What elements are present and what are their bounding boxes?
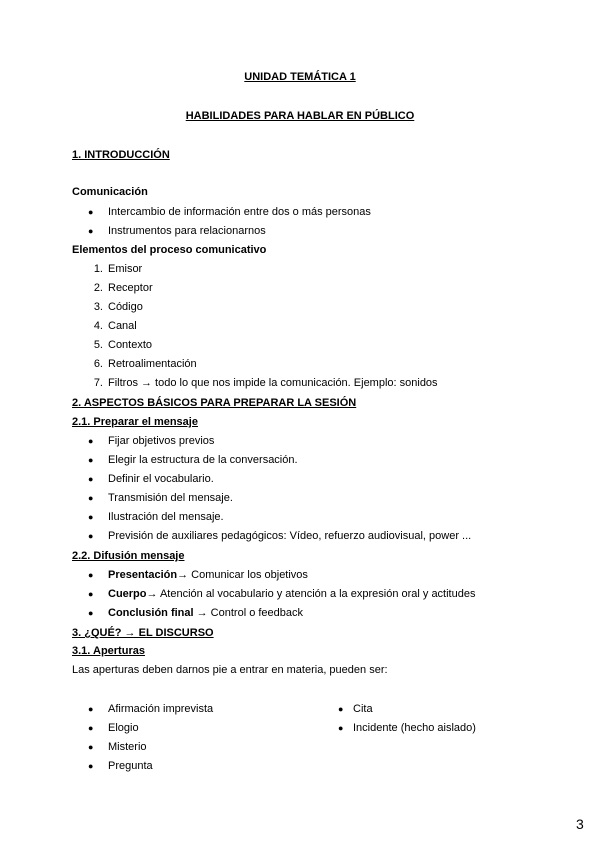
bullet-icon: ● bbox=[88, 493, 94, 503]
topic-title: HABILIDADES PARA HABLAR EN PÚBLICO bbox=[185, 110, 415, 122]
list-item: ● Misterio bbox=[0, 738, 600, 757]
list-item: ● Ilustración del mensaje. bbox=[0, 508, 600, 527]
list-item: ● Fijar objetivos previos bbox=[0, 432, 600, 451]
section2-sub1-heading: 2.1. Preparar el mensaje bbox=[72, 416, 198, 428]
list-item: ● Previsión de auxiliares pedagógicos: Vídeo, refuerzo audiovisual, power ... bbox=[0, 527, 600, 546]
bullet-icon: ● bbox=[88, 512, 94, 522]
bullet-icon: ● bbox=[88, 531, 94, 541]
section2-sub2-heading: 2.2. Difusión mensaje bbox=[72, 550, 185, 562]
list-item: 3. Código bbox=[93, 301, 143, 313]
list-item: ● Instrumentos para relacionarnos bbox=[0, 222, 600, 241]
comunicacion-label: Comunicación bbox=[72, 186, 148, 198]
list-item: ● Elogio bbox=[0, 719, 600, 738]
list-item: ● Presentación→ Comunicar los objetivos bbox=[0, 566, 600, 585]
list-item: ● Incidente (hecho aislado) bbox=[0, 719, 600, 738]
section3-heading: 3. ¿QUÉ? → EL DISCURSO bbox=[72, 627, 214, 639]
bullet-icon: ● bbox=[338, 723, 344, 733]
bullet-icon: ● bbox=[88, 226, 94, 236]
list-item: ● Transmisión del mensaje. bbox=[0, 489, 600, 508]
list-item: ● Cuerpo→ Atención al vocabulario y atención a la expresión oral y actitudes bbox=[0, 585, 600, 604]
list-item: 2. Receptor bbox=[93, 282, 153, 294]
list-item: ● Intercambio de información entre dos o más personas bbox=[0, 203, 600, 222]
bullet-icon: ● bbox=[88, 436, 94, 446]
list-item: ● Elegir la estructura de la conversación. bbox=[0, 451, 600, 470]
bullet-icon: ● bbox=[88, 474, 94, 484]
bullet-icon: ● bbox=[88, 704, 94, 714]
page-number: 3 bbox=[576, 816, 584, 832]
bullet-icon: ● bbox=[88, 608, 94, 618]
list-item: ● Afirmación imprevista bbox=[0, 700, 600, 719]
section3-sub1-heading: 3.1. Aperturas bbox=[72, 645, 145, 657]
list-item: ● Definir el vocabulario. bbox=[0, 470, 600, 489]
bullet-icon: ● bbox=[88, 207, 94, 217]
unit-title: UNIDAD TEMÁTICA 1 bbox=[244, 71, 356, 83]
bullet-icon: ● bbox=[88, 742, 94, 752]
list-item: ● Cita bbox=[0, 700, 600, 719]
list-item: 5. Contexto bbox=[93, 339, 153, 351]
bullet-icon: ● bbox=[88, 761, 94, 771]
section1-heading: 1. INTRODUCCIÓN bbox=[72, 149, 170, 161]
list-item: 7. Filtros → todo lo que nos impide la comunicación. Ejemplo: sonidos bbox=[93, 377, 438, 389]
bullet-icon: ● bbox=[88, 455, 94, 465]
bullet-icon: ● bbox=[88, 570, 94, 580]
bullet-icon: ● bbox=[88, 589, 94, 599]
elementos-label: Elementos del proceso comunicativo bbox=[72, 244, 267, 256]
list-item: 6. Retroalimentación bbox=[93, 358, 197, 370]
list-item: 1. Emisor bbox=[93, 263, 143, 275]
list-item: ● Conclusión final → Control o feedback bbox=[0, 604, 600, 623]
bullet-icon: ● bbox=[338, 704, 344, 714]
list-item: 4. Canal bbox=[93, 320, 137, 332]
section2-heading: 2. ASPECTOS BÁSICOS PARA PREPARAR LA SESIÓN bbox=[72, 397, 357, 409]
list-item: ● Pregunta bbox=[0, 757, 600, 776]
aperturas-intro: Las aperturas deben darnos pie a entrar en materia, pueden ser: bbox=[72, 664, 388, 676]
bullet-icon: ● bbox=[88, 723, 94, 733]
